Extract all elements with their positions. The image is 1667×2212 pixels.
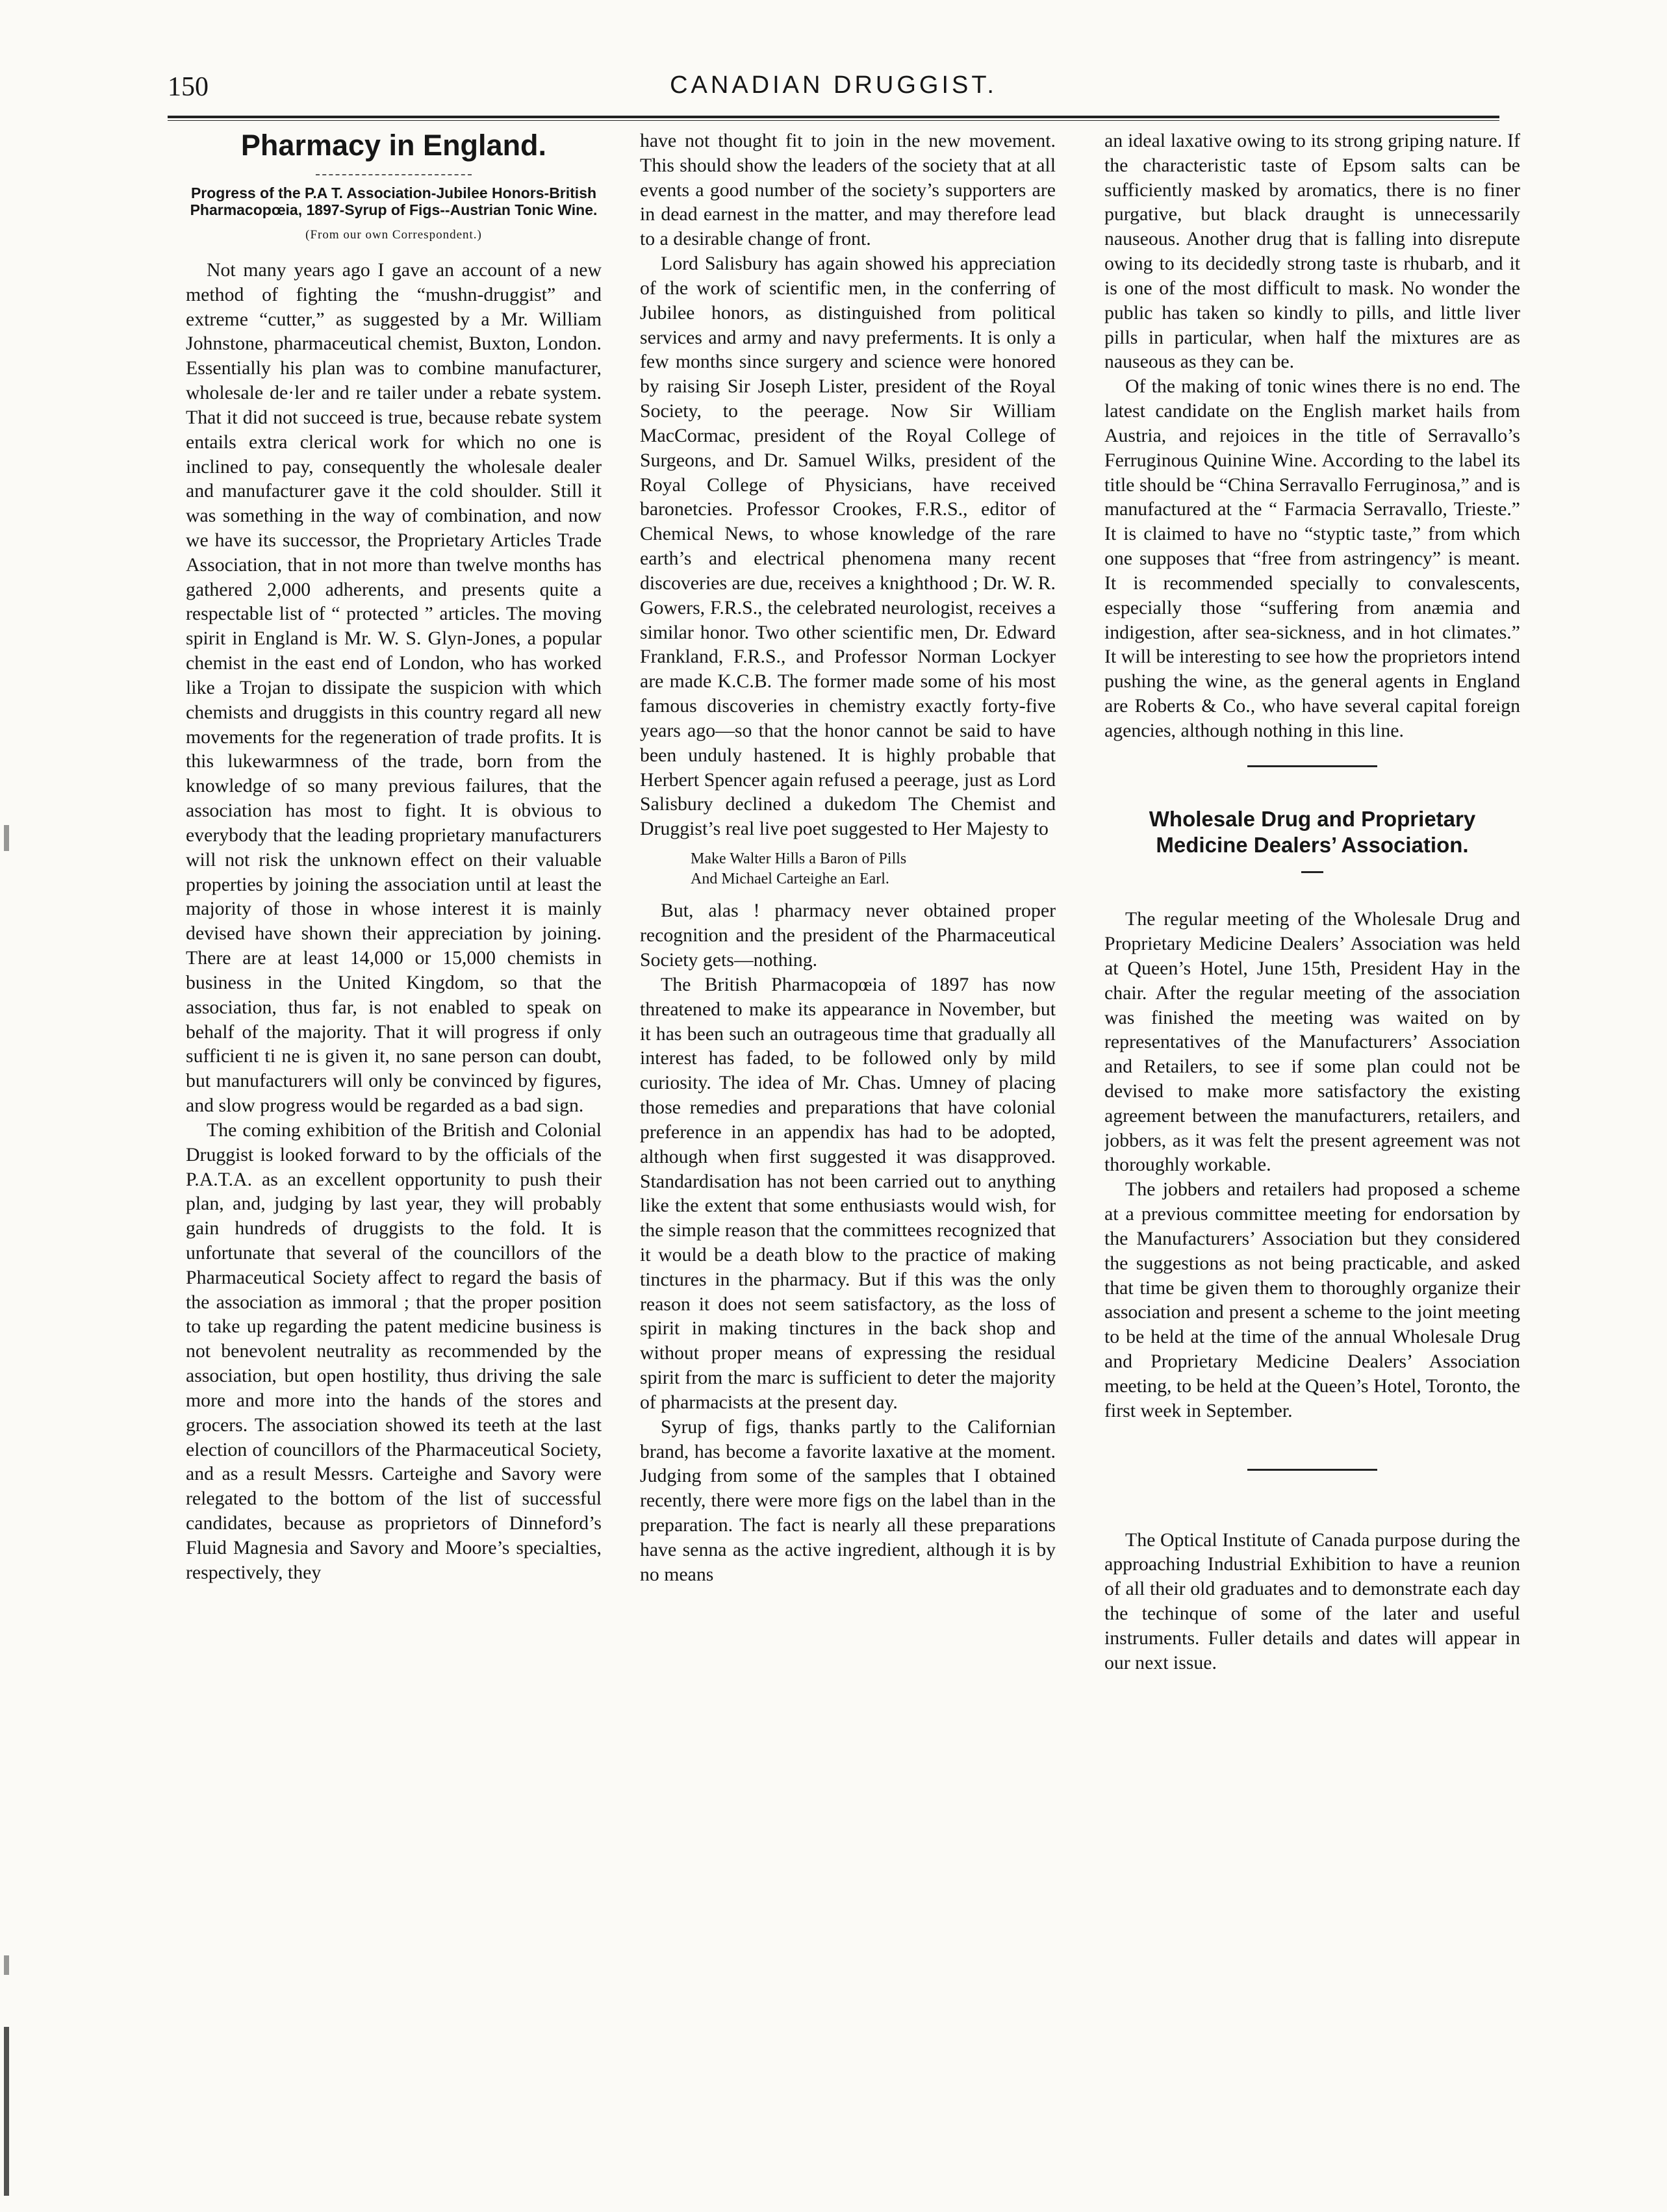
- paragraph: Lord Salisbury has again showed his appreciation of the work of scientific men, in the conferring of Jubilee honors, as distinguished from political services and army and navy preferments. It is only a few months since surgery and science were honored by raising Sir Joseph Lister, president of the Royal Society, to the peerage. Now Sir William MacCormac, president of the Royal College of Surgeons, and Dr. Samuel Wilks, president of the Royal College of Physicians, have received baronetcies. Professor Crookes, F.R.S., editor of Chemical News, to whose knowledge of the rare earth’s and electrical phenomena many recent discoveries are due, receives a knighthood ; Dr. W. R. Gowers, F.R.S., the celebrated neurologist, receives a similar honor. Two other scientific men, Dr. Edward Frankland, F.R.S., and Professor Norman Lockyer are made K.C.B. The former made some of his most famous discoveries in chemistry exactly forty-five years ago—so that the honor cannot be said to have been unduly hastened. It is highly probable that Herbert Spencer again refused a peerage, just as Lord Salisbury declined a dukedom The Chemist and Druggist’s real live poet suggested to Her Majesty to: [640, 253, 1056, 840]
- verse-quote: [691, 849, 1056, 889]
- column-1: [186, 129, 602, 2173]
- section-title: Wholesale Drug and Proprietary Medicine Dealers’ Association.: [1149, 806, 1476, 857]
- scan-mark: [4, 825, 9, 851]
- section-divider: [1247, 765, 1377, 767]
- notice-paragraph: The Optical Institute of Canada purpose during the approaching Industrial Exhibition to have a reunion of all their old graduates and to demonstrate each day the techinque of some of the later and useful instruments. Fuller details and dates will appear in our next issue.: [1104, 1529, 1520, 1673]
- paragraph: But, alas ! pharmacy never obtained proper recognition and the president of the Pharmaceutical Society gets—nothing.: [640, 900, 1056, 971]
- scan-mark: [4, 2027, 9, 2196]
- verse-line: Make Walter Hills a Baron of Pills: [691, 850, 907, 868]
- paragraph: The British Pharmacopœia of 1897 has now threatened to make its appearance in November, but it has been such an outrageous time that gradually all interest has faded, to be followed only by mild curiosity. The idea of Mr. Chas. Umney of placing those remedies and preparations that have colonial preference in an appendix has had to be adopted, although when first suggested it was disapproved. Standardisation has not been carried out to anything like the extent that some enthusiasts would wish, for the simple reason that the committees recognized that it would be a death blow to the practice of making tinctures in the pharmacy. But if this was the only reason it does not seem satisfactory, as the loss of spirit in making tinctures in the back shop and without proper means of expressing the residual spirit from the marc is sufficient to deter the majority of pharmacists at the present day.: [640, 973, 1056, 1413]
- journal-title: CANADIAN DRUGGIST.: [670, 71, 997, 99]
- running-head: [168, 71, 1499, 113]
- paragraph: The regular meeting of the Wholesale Drug and Proprietary Medicine Dealers’ Association was held at Queen’s Hotel, June 15th, President Hay in the chair. After the regular meeting of the association was finished the meeting was waited on by representatives of the Manufacturers’ Association and Retailers, to see if some plan could not be devised to make more satisfactory the existing agreement between the manufacturers, retailers, and jobbers, as it was felt the present agreement was not thoroughly workable.: [1104, 908, 1520, 1176]
- scan-mark: [4, 1955, 9, 1975]
- paragraph: Syrup of figs, thanks partly to the Californian brand, has become a favorite laxative at the moment. Judging from some of the samples that I obtained recently, there were more figs on the label than in the preparation. The fact is nearly all these preparations have senna as the active ingredient, although it is by no means: [640, 1416, 1056, 1585]
- article-subhead: Progress of the P.A T. Association-Jubilee Honors-British Pharmacopœia, 1897-Syrup of Figs--Austrian Tonic Wine.: [190, 184, 598, 219]
- paragraph: Of the making of tonic wines there is no end. The latest candidate on the English market hails from Austria, and rejoices in the title of Serravallo’s Ferruginous Quinine Wine. According to the label its title should be “China Serravallo Ferruginosa,” and is manufactured at the “ Farmacia Serravallo, Trieste.” It is claimed to have no “styptic taste,” from which one supposes that “free from astringency” is meant. It is recommended specially to convalescents, especially those “suffering from anæmia and indigestion, after sea-sickness, and in hot climates.” It will be interesting to see how the proprietors intend pushing the wine, as the general agents in England are Roberts & Co., who have several capital foreign agencies, although nothing in this line.: [1104, 375, 1520, 741]
- article-title: Pharmacy in England.: [240, 129, 547, 162]
- section-divider: [1247, 1469, 1377, 1471]
- column-3: [1104, 129, 1520, 2173]
- page-number: 150: [168, 72, 209, 102]
- paragraph-continued: an ideal laxative owing to its strong griping nature. If the characteristic taste of Epsom salts can be sufficiently masked by aromatics, there is no finer purgative, but black draught is unnecessarily nauseous. Another drug that is falling into disrepute owing to its decidedly strong taste is rhubarb, and it is one of the most difficult to mask. No wonder the public has taken so kindly to pills, and little liver pills in particular, when half the mixtures are as nauseous as they can be.: [1104, 130, 1520, 373]
- title-divider: [1301, 871, 1323, 873]
- column-2: [640, 129, 1056, 2173]
- title-divider: [316, 174, 472, 175]
- paragraph-continued: have not thought fit to join in the new movement. This should show the leaders of the society that at all events a good number of the society’s supporters are in dead earnest in the matter, and may therefore lead to a desirable change of front.: [640, 130, 1056, 250]
- verse-line: And Michael Carteighe an Earl.: [691, 871, 889, 888]
- paragraph: The jobbers and retailers had proposed a scheme at a previous committee meeting for endorsation by the Manufacturers’ Association but they considered the suggestions as not being practicable, and asked that time be given them to thoroughly organize their association and present a scheme to the joint meeting to be held at the time of the annual Wholesale Drug and Proprietary Medicine Dealers’ Association meeting, to be held at the Queen’s Hotel, Toronto, the first week in September.: [1104, 1178, 1520, 1421]
- article-credit: (From our own Correspondent.): [305, 227, 482, 242]
- paragraph: The coming exhibition of the British and Colonial Druggist is looked forward to by the officials of the P.A.T.A. as an excellent opportunity to push their plan, and, judging by last year, they will probably gain hundreds of druggists to the fold. It is unfortunate that several of the councillors of the Pharmaceutical Society affect to regard the basis of the association as immoral ; that the proper position to take up regarding the patent medicine business is not benevolent neutrality as recommended by the association, but open hostility, thus driving the sale more and more into the hands of the stores and grocers. The association showed its teeth at the last election of councillors of the Pharmaceutical Society, and as a result Messrs. Carteighe and Savory were relegated to the bottom of the list of successful candidates, because as proprietors of Dinneford’s Fluid Magnesia and Savory and Moore’s specialties, respectively, they: [186, 1119, 602, 1583]
- paragraph: Not many years ago I gave an account of a new method of fighting the “mushn-druggist” and extreme “cutter,” as suggested by a Mr. William Johnstone, pharmaceutical chemist, Buxton, London. Essentially his plan was to combine manufacturer, wholesale de·ler and re tailer under a rebate system. That it did not succeed is true, because rebate system entails extra clerical work for which no one is inclined to pay, consequently the wholesale dealer and manufacturer gave it the cold shoulder. Still it was something in the way of combination, and now we have its successor, the Proprietary Articles Trade Association, that in not more than twelve months has gathered 2,000 adherents, and presents quite a respectable list of “ protected ” articles. The moving spirit in England is Mr. W. S. Glyn-Jones, a popular chemist in the east end of London, who has worked like a Trojan to dissipate the suspicion with which chemists and druggists in this country regard all new movements for the regeneration of trade profits. It is this lukewarmness of the trade, born from the knowledge of so many previous failures, that the association has most to fight. It is obvious to everybody that the leading proprietary manufacturers will not risk the unknown effect on their valuable properties by joining the association until at least the majority of those in whose interest it is mainly devised have shown their appreciation by joining. There are at least 14,000 or 15,000 chemists in business in the United Kingdom, so that the association, thus far, is not enabled to speak on behalf of the majority. That it will progress if only sufficient ti ne is given it, no sane person can doubt, but manufacturers will only be convinced by figures, and slow progress would be regarded as a bad sign.: [186, 259, 602, 1117]
- header-rule: [168, 116, 1499, 121]
